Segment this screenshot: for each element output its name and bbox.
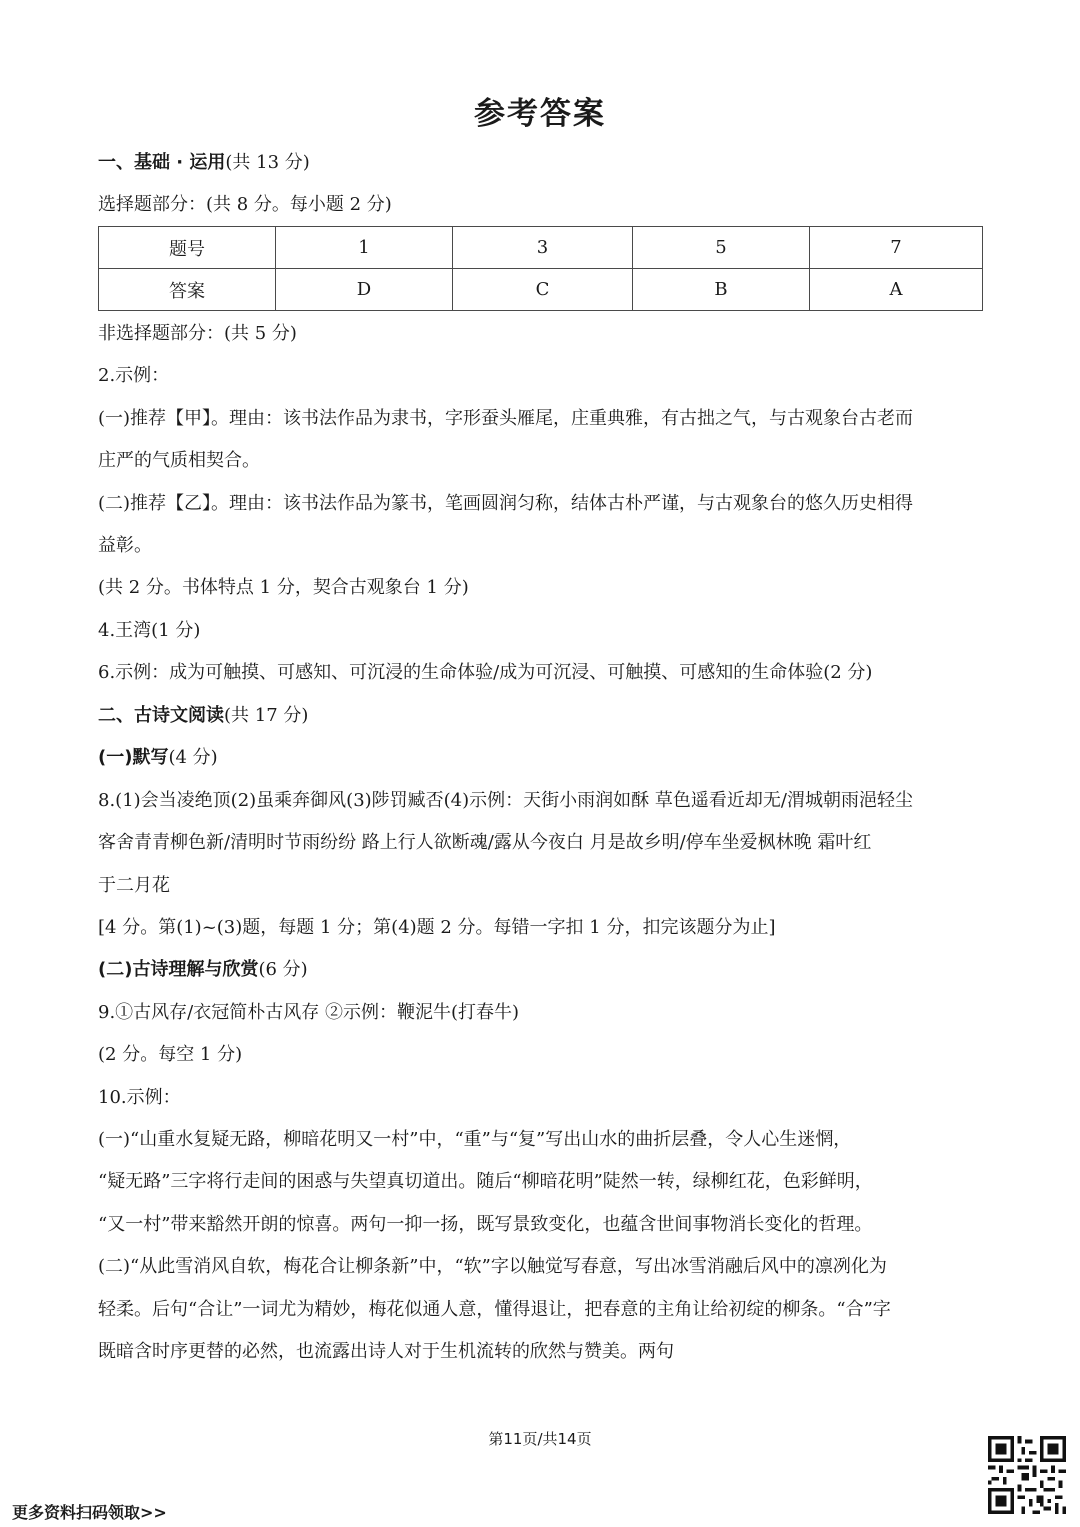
section-1-title: 一、基础 · 运用 — [98, 152, 226, 173]
row-label-answer: 答案 — [99, 269, 276, 311]
q8-scoring: [4 分。第(1)~(3)题，每题 1 分；第(4)题 2 分。每错一字扣 1 分，扣完该题分为止] — [98, 917, 776, 938]
section-2-score: (共 17 分) — [224, 705, 309, 726]
question-number-cell: 3 — [453, 227, 633, 269]
q2-answer-b-line: (二)推荐【乙】。理由：该书法作品为篆书，笔画圆润匀称，结体古朴严谨，与古观象台的悠久历史相得 — [98, 493, 914, 514]
question-number-cell: 5 — [633, 227, 810, 269]
q4-answer: 4.王湾(1 分) — [98, 620, 201, 641]
subsection-1-title: (一)默写 — [98, 747, 169, 768]
page-title: 参考答案 — [474, 96, 606, 132]
more-resources-link[interactable]: 更多资料扫码领取>> — [12, 1503, 167, 1522]
page-number: 第11页/共14页 — [488, 1430, 592, 1448]
nonchoice-intro: 非选择题部分：(共 5 分) — [98, 323, 297, 344]
q8-answer-line: 8.(1)会当凌绝顶(2)虽乘奔御风(3)陟罚臧否(4)示例：天街小雨润如酥 草色遥看近却无/渭城朝雨浥轻尘 — [98, 790, 913, 811]
q10-answer-a-line: “疑无路”三字将行走间的困惑与失望真切道出。随后“柳暗花明”陡然一转，绿柳红花，色彩鲜明， — [98, 1171, 873, 1192]
section-1-heading — [98, 150, 310, 176]
q8-answer-line: 于二月花 — [98, 875, 170, 896]
answer-cell: B — [633, 269, 810, 311]
answer-table — [98, 226, 983, 311]
qr-code-icon[interactable] — [988, 1436, 1066, 1514]
q8-answer-line: 客舍青青柳色新/清明时节雨纷纷 路上行人欲断魂/露从今夜白 月是故乡明/停车坐爱枫林晚 霜叶红 — [98, 832, 872, 853]
question-number-cell: 1 — [276, 227, 453, 269]
q2-answer-a-line: (一)推荐【甲】。理由：该书法作品为隶书，字形蚕头雁尾，庄重典雅，有古拙之气，与古观象台古老而 — [98, 408, 914, 429]
q2-label: 2.示例： — [98, 365, 170, 386]
subsection-2-title: (二)古诗理解与欣赏 — [98, 959, 259, 980]
q10-label: 10.示例： — [98, 1087, 181, 1108]
q10-answer-a-line: “又一村”带来豁然开朗的惊喜。两句一抑一扬，既写景致变化，也蕴含世间事物消长变化的哲理。 — [98, 1214, 873, 1235]
answer-cell: A — [810, 269, 983, 311]
q10-answer-b-line: 轻柔。后句“合让”一词尤为精妙，梅花似通人意，懂得退让，把春意的主角让给初绽的柳条。“合”字 — [98, 1299, 891, 1320]
table-row — [99, 227, 983, 269]
question-number-cell: 7 — [810, 227, 983, 269]
q10-answer-a-line: (一)“山重水复疑无路，柳暗花明又一村”中，“重”与“复”写出山水的曲折层叠，令人心生迷惘， — [98, 1129, 852, 1150]
row-label-number: 题号 — [99, 227, 276, 269]
section-2-title: 二、古诗文阅读 — [98, 705, 224, 726]
subsection-1-score: (4 分) — [168, 747, 218, 768]
q2-scoring: (共 2 分。书体特点 1 分，契合古观象台 1 分) — [98, 577, 469, 598]
subsection-1-heading — [98, 745, 218, 771]
q6-answer: 6.示例：成为可触摸、可感知、可沉浸的生命体验/成为可沉浸、可触摸、可感知的生命体验(2 分) — [98, 662, 873, 683]
choice-intro: 选择题部分：(共 8 分。每小题 2 分) — [98, 194, 392, 215]
q2-answer-b-line: 益彰。 — [98, 535, 152, 556]
q9-answer: 9.①古风存/衣冠简朴古风存 ②示例：鞭泥牛(打春牛) — [98, 1002, 520, 1023]
q10-answer-b-line: (二)“从此雪消风自软，梅花合让柳条新”中，“软”字以触觉写春意，写出冰雪消融后风中的凛冽化为 — [98, 1256, 887, 1277]
q9-scoring: (2 分。每空 1 分) — [98, 1044, 243, 1065]
q10-answer-b-line: 既暗含时序更替的必然，也流露出诗人对于生机流转的欣然与赞美。两句 — [98, 1341, 674, 1362]
section-2-heading — [98, 703, 308, 729]
section-1-score: (共 13 分) — [225, 152, 310, 173]
answer-cell: D — [276, 269, 453, 311]
table-row — [99, 269, 983, 311]
subsection-2-score: (6 分) — [258, 959, 308, 980]
answer-cell: C — [453, 269, 633, 311]
subsection-2-heading — [98, 957, 308, 983]
q2-answer-a-line: 庄严的气质相契合。 — [98, 450, 260, 471]
